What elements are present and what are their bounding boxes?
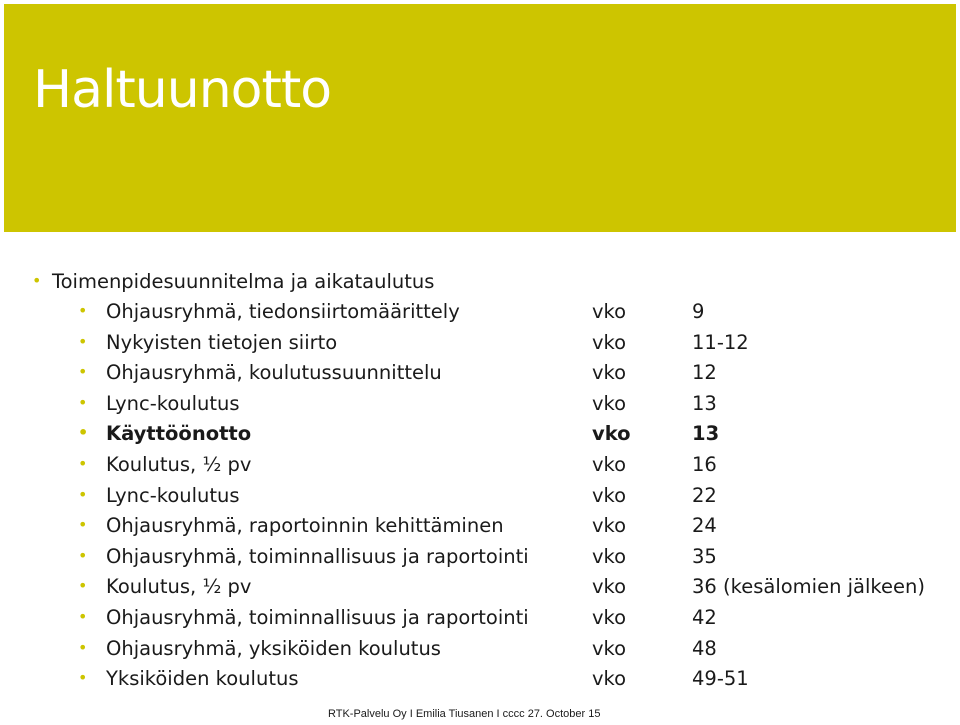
schedule-item xyxy=(78,422,251,445)
bullet-icon: • xyxy=(78,392,88,412)
schedule-item-label: Ohjausryhmä, toiminnallisuus ja raportointi xyxy=(106,544,529,568)
slide-footer: RTK-Palvelu Oy I Emilia Tiusanen I cccc 27. October 15 xyxy=(328,708,601,720)
bullet-icon: • xyxy=(78,362,88,382)
schedule-item-label: Nykyisten tietojen siirto xyxy=(106,330,338,354)
week-unit-label: vko xyxy=(592,422,631,446)
schedule-item xyxy=(78,514,504,537)
schedule-row xyxy=(78,606,958,636)
bullet-icon: • xyxy=(78,331,88,351)
main-heading-item xyxy=(32,270,434,293)
bullet-icon: • xyxy=(78,668,88,688)
week-unit-label: vko xyxy=(592,667,627,691)
week-unit-label: vko xyxy=(592,606,627,629)
schedule-row xyxy=(78,514,958,544)
week-value: 36 (kesälomien jälkeen) xyxy=(692,575,925,599)
week-unit-label: vko xyxy=(592,544,627,568)
slide-title: Haltuunotto xyxy=(33,60,332,120)
week-unit-label: vko xyxy=(592,330,627,354)
week-value: 16 xyxy=(692,453,717,476)
bullet-icon: • xyxy=(78,607,88,626)
schedule-row xyxy=(78,545,958,575)
schedule-item xyxy=(78,300,460,323)
schedule-item-label: Lync-koulutus xyxy=(106,483,240,507)
week-value: 13 xyxy=(692,422,720,446)
schedule-row xyxy=(78,331,958,361)
bullet-icon: • xyxy=(78,423,89,443)
bullet-icon: • xyxy=(78,454,88,473)
schedule-row xyxy=(78,422,958,452)
schedule-item-label: Ohjausryhmä, toiminnallisuus ja raportointi xyxy=(106,606,529,629)
bullet-icon: • xyxy=(78,484,88,504)
schedule-item xyxy=(78,606,529,629)
week-value: 9 xyxy=(692,300,705,323)
schedule-row xyxy=(78,392,958,422)
week-value: 24 xyxy=(692,514,717,538)
bullet-icon: • xyxy=(78,637,88,657)
week-unit-label: vko xyxy=(592,300,627,323)
schedule-item-label: Koulutus, ½ pv xyxy=(106,575,252,599)
schedule-item-label: Lync-koulutus xyxy=(106,391,240,415)
week-value: 22 xyxy=(692,483,717,507)
schedule-item-label: Ohjausryhmä, raportoinnin kehittäminen xyxy=(106,514,504,538)
week-value: 11-12 xyxy=(692,330,749,354)
schedule-item xyxy=(78,667,299,690)
schedule-item-label: Käyttöönotto xyxy=(106,422,252,446)
bullet-icon: • xyxy=(32,271,42,290)
main-heading-text: Toimenpidesuunnitelma ja aikataulutus xyxy=(52,270,435,293)
week-unit-label: vko xyxy=(592,636,627,660)
schedule-item-label: Ohjausryhmä, yksiköiden koulutus xyxy=(106,636,441,660)
schedule-item-label: Yksiköiden koulutus xyxy=(106,667,299,691)
week-value: 35 xyxy=(692,544,717,568)
schedule-row xyxy=(78,637,958,667)
schedule-item-label: Ohjausryhmä, tiedonsiirtomäärittely xyxy=(106,300,460,323)
schedule-item-label: Ohjausryhmä, koulutussuunnittelu xyxy=(106,361,442,385)
schedule-item xyxy=(78,575,251,598)
week-unit-label: vko xyxy=(592,514,627,538)
week-unit-label: vko xyxy=(592,453,627,476)
bullet-icon: • xyxy=(78,576,88,596)
schedule-item xyxy=(78,361,442,384)
schedule-item xyxy=(78,484,240,507)
week-value: 12 xyxy=(692,361,717,385)
week-unit-label: vko xyxy=(592,361,627,385)
schedule-item xyxy=(78,637,441,660)
week-value: 49-51 xyxy=(692,667,749,691)
week-unit-label: vko xyxy=(592,483,627,507)
bullet-icon: • xyxy=(78,545,88,565)
bullet-icon: • xyxy=(78,301,88,320)
schedule-item xyxy=(78,392,240,415)
schedule-item xyxy=(78,545,529,568)
week-unit-label: vko xyxy=(592,391,627,415)
schedule-row xyxy=(78,484,958,514)
week-value: 48 xyxy=(692,636,717,660)
week-unit-label: vko xyxy=(592,575,627,599)
schedule-row xyxy=(78,667,958,697)
week-value: 42 xyxy=(692,606,717,629)
schedule-item-label: Koulutus, ½ pv xyxy=(106,453,252,476)
schedule-row xyxy=(78,300,958,330)
schedule-row xyxy=(78,575,958,605)
schedule-row xyxy=(78,453,958,483)
week-value: 13 xyxy=(692,391,717,415)
schedule-item xyxy=(78,331,337,354)
schedule-item xyxy=(78,453,251,476)
bullet-icon: • xyxy=(78,515,88,535)
schedule-row xyxy=(78,361,958,391)
